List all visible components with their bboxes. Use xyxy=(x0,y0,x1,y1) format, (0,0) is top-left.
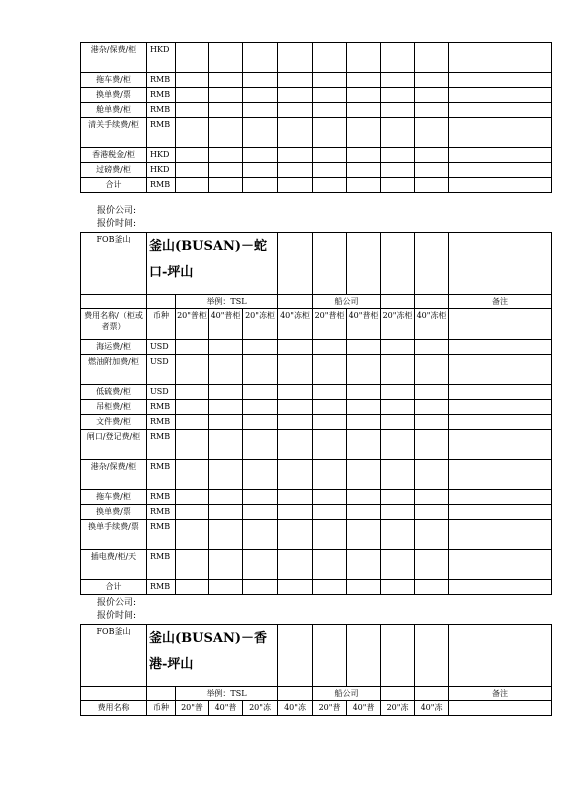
fee-name-cell: 换单费/票 xyxy=(81,505,147,520)
value-cell xyxy=(209,88,243,103)
container-header: 20"冻 xyxy=(243,701,278,716)
value-cell xyxy=(243,118,278,148)
value-cell xyxy=(347,103,381,118)
fee-name-cell: 换单手续费/票 xyxy=(81,520,147,550)
value-cell xyxy=(347,520,381,550)
value-cell xyxy=(313,415,347,430)
fee-name-cell: 闸口/登记费/柜 xyxy=(81,430,147,460)
table-row xyxy=(81,340,552,355)
value-cell xyxy=(347,415,381,430)
value-cell xyxy=(449,505,552,520)
value-cell xyxy=(176,43,209,73)
value-cell xyxy=(449,43,552,73)
value-cell xyxy=(347,340,381,355)
value-cell xyxy=(209,178,243,193)
table-row xyxy=(81,580,552,595)
table-row xyxy=(81,550,552,580)
currency-cell: USD xyxy=(147,340,176,355)
container-header: 40"普柜 xyxy=(347,309,381,340)
fee-name-cell: 文件费/柜 xyxy=(81,415,147,430)
value-cell xyxy=(243,400,278,415)
container-header: 40"冻柜 xyxy=(278,309,313,340)
value-cell xyxy=(313,430,347,460)
value-cell xyxy=(278,340,313,355)
value-cell xyxy=(415,415,449,430)
value-cell xyxy=(176,490,209,505)
value-cell xyxy=(415,73,449,88)
remark-cell xyxy=(449,701,552,716)
value-cell xyxy=(415,550,449,580)
value-cell xyxy=(313,118,347,148)
fee-name-cell: 低硫费/柜 xyxy=(81,385,147,400)
value-cell xyxy=(243,505,278,520)
currency-cell: RMB xyxy=(147,415,176,430)
value-cell xyxy=(415,88,449,103)
value-cell xyxy=(313,163,347,178)
quote-company-label-2: 报价公司: xyxy=(97,598,137,608)
value-cell xyxy=(209,43,243,73)
value-cell xyxy=(243,163,278,178)
value-cell xyxy=(243,340,278,355)
value-cell xyxy=(347,385,381,400)
value-cell xyxy=(278,580,313,595)
fee-name-cell: 清关手续费/柜 xyxy=(81,118,147,148)
example-label-2: 举例：TSL xyxy=(176,687,278,701)
value-cell xyxy=(176,340,209,355)
value-cell xyxy=(243,73,278,88)
value-cell xyxy=(243,415,278,430)
table-row xyxy=(81,163,552,178)
value-cell xyxy=(347,490,381,505)
quote-time-label-2: 报价时间: xyxy=(97,611,137,621)
value-cell xyxy=(313,103,347,118)
value-cell xyxy=(278,385,313,400)
currency-cell: HKD xyxy=(147,148,176,163)
value-cell xyxy=(209,385,243,400)
currency-cell: USD xyxy=(147,355,176,385)
fee-name-cell: 合计 xyxy=(81,580,147,595)
value-cell xyxy=(209,163,243,178)
value-cell xyxy=(415,430,449,460)
carrier-label-2: 船公司 xyxy=(313,687,381,701)
container-header: 40"冻 xyxy=(415,701,449,716)
value-cell xyxy=(209,415,243,430)
currency-cell: RMB xyxy=(147,490,176,505)
value-cell xyxy=(209,355,243,385)
value-cell xyxy=(243,490,278,505)
currency-cell: RMB xyxy=(147,430,176,460)
value-cell xyxy=(209,490,243,505)
value-cell xyxy=(313,550,347,580)
currency-cell: RMB xyxy=(147,178,176,193)
currency-cell: RMB xyxy=(147,580,176,595)
value-cell xyxy=(381,73,415,88)
table-row xyxy=(81,148,552,163)
value-cell xyxy=(176,505,209,520)
currency-header-2: 币种 xyxy=(147,701,176,716)
value-cell xyxy=(278,355,313,385)
value-cell xyxy=(449,355,552,385)
value-cell xyxy=(243,385,278,400)
value-cell xyxy=(243,148,278,163)
value-cell xyxy=(313,178,347,193)
value-cell xyxy=(347,400,381,415)
fee-name-cell: 过磅费/柜 xyxy=(81,163,147,178)
container-header: 20"普柜 xyxy=(176,309,209,340)
value-cell xyxy=(176,400,209,415)
value-cell xyxy=(278,163,313,178)
value-cell xyxy=(313,355,347,385)
example-label: 举例：TSL xyxy=(176,295,278,309)
value-cell xyxy=(449,103,552,118)
value-cell xyxy=(415,385,449,400)
currency-cell: RMB xyxy=(147,460,176,490)
value-cell xyxy=(381,385,415,400)
value-cell xyxy=(313,505,347,520)
value-cell xyxy=(415,118,449,148)
fob-label: FOB釜山 xyxy=(81,233,147,295)
value-cell xyxy=(415,340,449,355)
value-cell xyxy=(449,400,552,415)
currency-cell: RMB xyxy=(147,520,176,550)
value-cell xyxy=(278,490,313,505)
value-cell xyxy=(415,178,449,193)
value-cell xyxy=(415,43,449,73)
value-cell xyxy=(278,88,313,103)
value-cell xyxy=(449,118,552,148)
value-cell xyxy=(347,118,381,148)
value-cell xyxy=(176,148,209,163)
value-cell xyxy=(381,460,415,490)
value-cell xyxy=(381,490,415,505)
value-cell xyxy=(381,103,415,118)
value-cell xyxy=(278,460,313,490)
table-row xyxy=(81,355,552,385)
value-cell xyxy=(176,460,209,490)
fee-name-header: 费用名称/（柜或者票） xyxy=(81,309,147,340)
value-cell xyxy=(381,355,415,385)
table-row xyxy=(81,430,552,460)
value-cell xyxy=(415,355,449,385)
value-cell xyxy=(347,73,381,88)
value-cell xyxy=(176,520,209,550)
table-row xyxy=(81,460,552,490)
value-cell xyxy=(347,505,381,520)
value-cell xyxy=(243,103,278,118)
quote-company-label: 报价公司: xyxy=(97,206,137,216)
container-header: 40"冻柜 xyxy=(415,309,449,340)
table-row xyxy=(81,103,552,118)
value-cell xyxy=(313,385,347,400)
value-cell xyxy=(209,400,243,415)
value-cell xyxy=(278,400,313,415)
value-cell xyxy=(381,118,415,148)
value-cell xyxy=(176,550,209,580)
container-header: 20"冻 xyxy=(381,701,415,716)
value-cell xyxy=(347,550,381,580)
value-cell xyxy=(209,118,243,148)
value-cell xyxy=(278,415,313,430)
value-cell xyxy=(176,580,209,595)
mid-fee-table-body xyxy=(81,233,552,595)
value-cell xyxy=(313,490,347,505)
currency-cell: RMB xyxy=(147,550,176,580)
table-row xyxy=(81,178,552,193)
container-header: 40"普柜 xyxy=(209,309,243,340)
value-cell xyxy=(381,550,415,580)
value-cell xyxy=(243,460,278,490)
remark-label-2: 备注 xyxy=(449,687,552,701)
value-cell xyxy=(347,460,381,490)
container-header: 40"冻 xyxy=(278,701,313,716)
value-cell xyxy=(415,505,449,520)
value-cell xyxy=(278,178,313,193)
value-cell xyxy=(381,148,415,163)
value-cell xyxy=(243,550,278,580)
value-cell xyxy=(209,340,243,355)
table-row xyxy=(81,520,552,550)
fee-name-cell: 拖车费/柜 xyxy=(81,73,147,88)
value-cell xyxy=(278,148,313,163)
value-cell xyxy=(347,43,381,73)
value-cell xyxy=(449,88,552,103)
value-cell xyxy=(176,103,209,118)
value-cell xyxy=(209,505,243,520)
table-row xyxy=(81,490,552,505)
value-cell xyxy=(415,520,449,550)
currency-cell: RMB xyxy=(147,88,176,103)
mid-fee-table xyxy=(80,232,552,595)
table-row xyxy=(81,88,552,103)
container-header: 20"普 xyxy=(313,701,347,716)
value-cell xyxy=(313,520,347,550)
container-header: 20"冻柜 xyxy=(381,309,415,340)
value-cell xyxy=(313,400,347,415)
container-header: 40"普 xyxy=(347,701,381,716)
value-cell xyxy=(381,415,415,430)
value-cell xyxy=(347,430,381,460)
fee-name-cell: 拖车费/柜 xyxy=(81,490,147,505)
value-cell xyxy=(278,118,313,148)
value-cell xyxy=(381,163,415,178)
value-cell xyxy=(313,88,347,103)
value-cell xyxy=(278,550,313,580)
currency-cell: RMB xyxy=(147,505,176,520)
value-cell xyxy=(415,163,449,178)
value-cell xyxy=(415,580,449,595)
currency-cell: HKD xyxy=(147,163,176,178)
bot-fee-table xyxy=(80,624,552,716)
fee-name-cell: 换单费/票 xyxy=(81,88,147,103)
value-cell xyxy=(449,550,552,580)
fee-name-cell: 港杂/保费/柜 xyxy=(81,43,147,73)
value-cell xyxy=(243,178,278,193)
table-row xyxy=(81,118,552,148)
route-title-hongkong: 釜山(BUSAN)－香港-坪山 xyxy=(147,625,278,687)
value-cell xyxy=(381,340,415,355)
value-cell xyxy=(381,43,415,73)
value-cell xyxy=(209,148,243,163)
value-cell xyxy=(176,415,209,430)
value-cell xyxy=(209,580,243,595)
value-cell xyxy=(243,355,278,385)
table-row xyxy=(81,415,552,430)
value-cell xyxy=(449,163,552,178)
value-cell xyxy=(449,430,552,460)
value-cell xyxy=(313,580,347,595)
value-cell xyxy=(209,430,243,460)
container-header: 20"普柜 xyxy=(313,309,347,340)
table-row xyxy=(81,505,552,520)
value-cell xyxy=(347,88,381,103)
value-cell xyxy=(209,520,243,550)
value-cell xyxy=(278,73,313,88)
value-cell xyxy=(278,505,313,520)
value-cell xyxy=(415,490,449,505)
value-cell xyxy=(381,505,415,520)
value-cell xyxy=(313,73,347,88)
route-title-shekou: 釜山(BUSAN)－蛇口-坪山 xyxy=(147,233,278,295)
fee-name-cell: 港杂/保费/柜 xyxy=(81,460,147,490)
quote-time-label: 报价时间: xyxy=(97,219,137,229)
value-cell xyxy=(209,550,243,580)
value-cell xyxy=(347,580,381,595)
value-cell xyxy=(381,178,415,193)
value-cell xyxy=(381,520,415,550)
value-cell xyxy=(209,73,243,88)
value-cell xyxy=(313,43,347,73)
value-cell xyxy=(449,178,552,193)
value-cell xyxy=(449,385,552,400)
value-cell xyxy=(415,148,449,163)
value-cell xyxy=(415,400,449,415)
container-header: 40"普 xyxy=(209,701,243,716)
currency-header: 币种 xyxy=(147,309,176,340)
value-cell xyxy=(381,580,415,595)
value-cell xyxy=(415,103,449,118)
value-cell xyxy=(381,430,415,460)
value-cell xyxy=(449,490,552,505)
value-cell xyxy=(347,178,381,193)
fee-name-header-short: 费用名称 xyxy=(81,701,147,716)
value-cell xyxy=(415,460,449,490)
fee-name-cell: 吊柜费/柜 xyxy=(81,400,147,415)
value-cell xyxy=(449,340,552,355)
value-cell xyxy=(313,340,347,355)
remark-label: 备注 xyxy=(449,295,552,309)
value-cell xyxy=(278,103,313,118)
value-cell xyxy=(449,148,552,163)
container-header: 20"普 xyxy=(176,701,209,716)
currency-cell: RMB xyxy=(147,400,176,415)
currency-cell: HKD xyxy=(147,43,176,73)
value-cell xyxy=(243,520,278,550)
fee-name-cell: 香港税金/柜 xyxy=(81,148,147,163)
value-cell xyxy=(176,178,209,193)
value-cell xyxy=(449,520,552,550)
value-cell xyxy=(176,163,209,178)
value-cell xyxy=(381,400,415,415)
container-header: 20"冻柜 xyxy=(243,309,278,340)
value-cell xyxy=(278,520,313,550)
currency-cell: RMB xyxy=(147,73,176,88)
value-cell xyxy=(176,430,209,460)
value-cell xyxy=(176,355,209,385)
carrier-label: 船公司 xyxy=(313,295,381,309)
value-cell xyxy=(347,148,381,163)
value-cell xyxy=(243,43,278,73)
value-cell xyxy=(347,355,381,385)
value-cell xyxy=(278,430,313,460)
value-cell xyxy=(313,460,347,490)
table-row xyxy=(81,385,552,400)
value-cell xyxy=(449,73,552,88)
value-cell xyxy=(347,163,381,178)
table-row xyxy=(81,73,552,88)
value-cell xyxy=(449,580,552,595)
value-cell xyxy=(243,88,278,103)
fee-name-cell: 合计 xyxy=(81,178,147,193)
value-cell xyxy=(176,385,209,400)
table-row xyxy=(81,400,552,415)
table-row xyxy=(81,43,552,73)
top-fee-table xyxy=(80,42,552,193)
value-cell xyxy=(313,148,347,163)
value-cell xyxy=(209,103,243,118)
value-cell xyxy=(449,415,552,430)
value-cell xyxy=(381,88,415,103)
remark-cell xyxy=(449,309,552,340)
value-cell xyxy=(176,118,209,148)
value-cell xyxy=(209,460,243,490)
fee-name-cell: 舱单费/柜 xyxy=(81,103,147,118)
currency-cell: RMB xyxy=(147,118,176,148)
value-cell xyxy=(176,88,209,103)
value-cell xyxy=(449,460,552,490)
currency-cell: USD xyxy=(147,385,176,400)
fee-name-cell: 插电费/柜/天 xyxy=(81,550,147,580)
fee-name-cell: 燃油附加费/柜 xyxy=(81,355,147,385)
value-cell xyxy=(243,430,278,460)
currency-cell: RMB xyxy=(147,103,176,118)
fee-name-cell: 海运费/柜 xyxy=(81,340,147,355)
value-cell xyxy=(278,43,313,73)
fob-label-2: FOB釜山 xyxy=(81,625,147,687)
value-cell xyxy=(243,580,278,595)
value-cell xyxy=(176,73,209,88)
top-fee-table-body xyxy=(81,43,552,193)
